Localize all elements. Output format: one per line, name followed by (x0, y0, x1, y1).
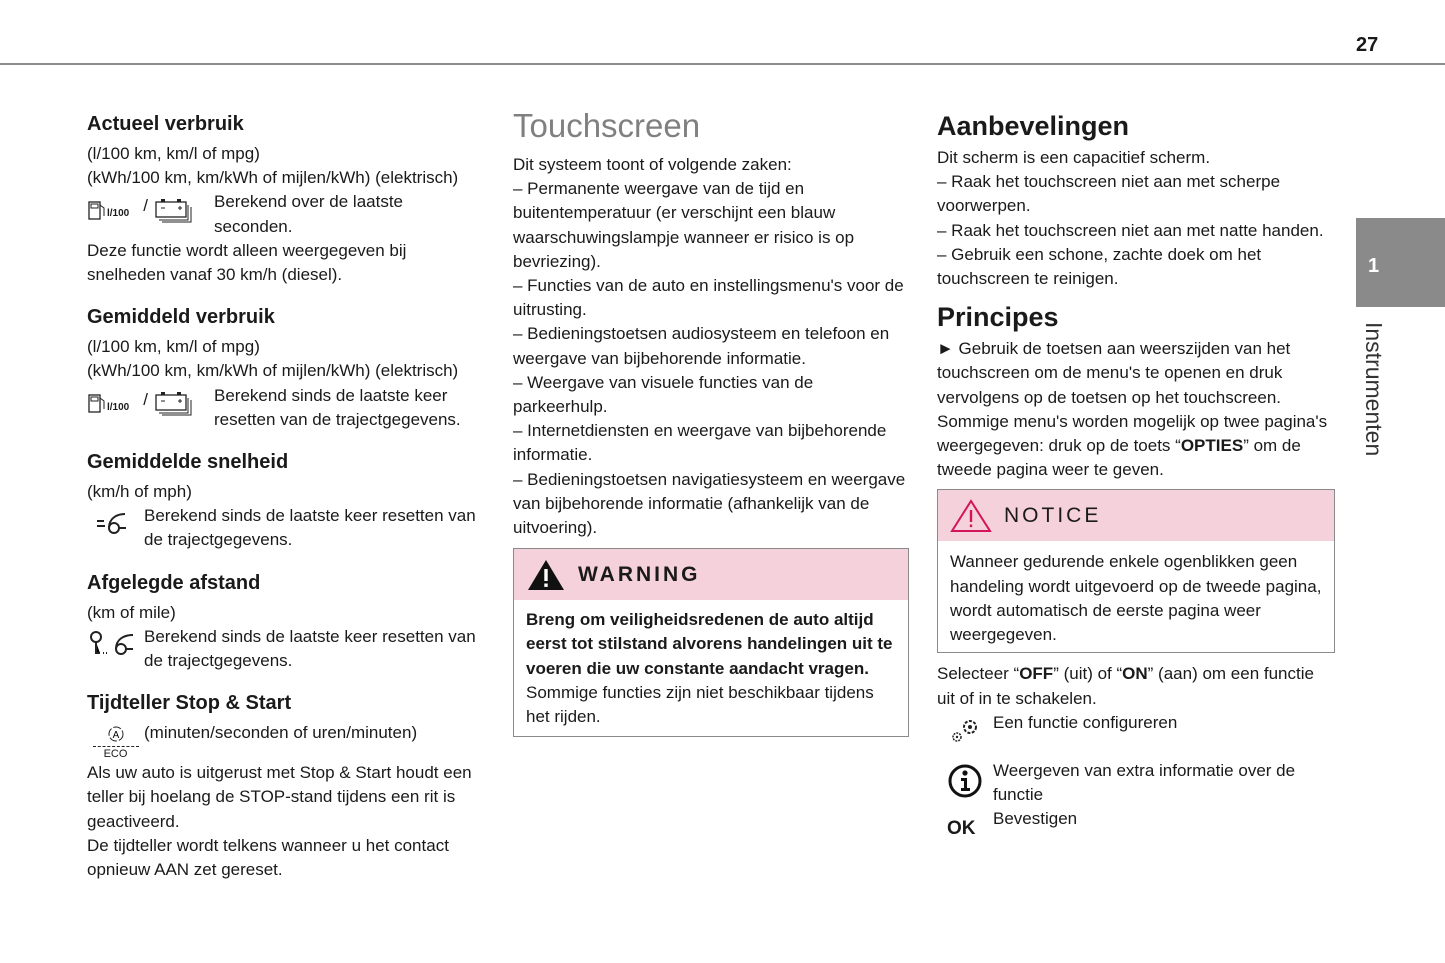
text: ” (uit) of “ (1053, 664, 1123, 684)
units: (kWh/100 km, km/kWh of mijlen/kWh) (elektrisch) (87, 361, 459, 381)
notice-header (938, 490, 1334, 541)
heading: Actueel verbruik (87, 113, 244, 135)
heading: Gemiddelde snelheid (87, 451, 289, 474)
description: Berekend over de laatste seconden. (214, 192, 404, 236)
paragraph: De tijdteller wordt telkens wanneer u het contact opnieuw AAN zet gereset. (87, 835, 449, 880)
function-label: Weergeven van extra informatie over de functie (993, 760, 1296, 805)
heading: Gemiddeld verbruik (87, 306, 275, 329)
list-item: – Bedieningstoetsen audiosysteem en telefoon en weergave van bijbehorende informatie. (513, 324, 890, 368)
icons (87, 384, 214, 420)
section-title: Aanbevelingen (937, 111, 1130, 141)
chapter-label: Instrumenten (1361, 322, 1388, 457)
on-key: ON (1122, 664, 1148, 684)
description: Berekend sinds de laatste keer resetten van de trajectgegevens. (214, 385, 461, 429)
chapter-tab[interactable]: 1 (1356, 218, 1445, 307)
icon-unit: l/100 (107, 401, 130, 413)
warning-text: Sommige functies zijn niet beschikbaar tijdens het rijden. (526, 682, 874, 727)
section-title: Touchscreen (513, 107, 701, 144)
warning-header (514, 549, 908, 600)
battery-icon (154, 197, 194, 223)
text: ” (aan) om een functie uit of in te schakelen. (937, 664, 1314, 708)
page-number: 27 (1356, 34, 1379, 56)
paragraph (937, 410, 1335, 483)
stop-start-icon (87, 721, 144, 761)
off-key: OFF (1019, 664, 1054, 684)
paragraph: ► Gebruik de toetsen aan weerszijden van het touchscreen om de menu's te openen en druk vervolgens op de toetsen op het touchscreen. (937, 339, 1291, 407)
column-2 (513, 108, 909, 737)
notice-label: NOTICE (1004, 503, 1102, 527)
description: Berekend sinds de laatste keer resetten van de trajectgegevens. (144, 626, 476, 671)
average-speed-icon (87, 508, 129, 538)
units: (km of mile) (87, 602, 176, 622)
intro: Dit scherm is een capacitief scherm. (937, 148, 1211, 167)
eco-label: ECO (103, 748, 128, 761)
icons (87, 504, 144, 538)
function-row (937, 711, 1335, 745)
gears-icon (937, 711, 993, 745)
paragraph (937, 662, 1335, 710)
list-item: – Raak het touchscreen niet aan met scherpe voorwerpen. (937, 172, 1281, 216)
function-label: Bevestigen (993, 809, 1078, 829)
column-1 (87, 112, 487, 882)
list-item: – Functies van de auto en instellingsmenu's voor de uitrusting. (513, 276, 904, 320)
info-icon (937, 759, 993, 799)
heading: Afgelegde afstand (87, 571, 261, 594)
warning-label: WARNING (578, 562, 701, 586)
intro: Dit systeem toont of volgende zaken: (513, 155, 792, 174)
text: ” om de tweede pagina weer te geven. (937, 436, 1301, 480)
list-item: – Permanente weergave van de tijd en buitentemperatuur (er verschijnt een blauw waarschuwingslampje wanneer er risico is op bevriezing). (513, 179, 855, 271)
icons (87, 190, 214, 226)
list-item: – Raak het touchscreen niet aan met natte handen. (937, 220, 1324, 240)
list-item: – Bedieningstoetsen navigatiesysteem en weergave van bijbehorende informatie (afhankelijk van de uitvoering). (513, 469, 906, 538)
notice-text: Wanneer gedurende enkele ogenblikken geen handeling wordt uitgevoerd op de tweede pagina, wordt automatisch de eerste pagina weer weergegeven. (950, 552, 1322, 645)
warning-triangle-icon (950, 499, 992, 533)
list-item: – Gebruik een schone, zachte doek om het touchscreen te reinigen. (937, 244, 1262, 289)
touchscreen-list (513, 177, 909, 540)
fuel-pump-icon (87, 392, 107, 414)
units: (l/100 km, km/l of mpg) (87, 144, 260, 163)
warning-box (513, 548, 909, 737)
units: (minuten/seconden of uren/minuten) (144, 723, 418, 743)
slash: / (143, 196, 148, 216)
list-item: – Weergave van visuele functies van de parkeerhulp. (513, 372, 814, 417)
heading: Tijdteller Stop & Start (87, 692, 292, 715)
svg-text:A: A (112, 730, 119, 742)
distance-icon (87, 629, 137, 659)
slash: / (143, 389, 148, 409)
warning-triangle-icon (526, 558, 566, 592)
icon-unit: l/100 (107, 208, 130, 220)
text: Sommige menu's worden mogelijk op twee pagina's weergegeven: druk op de toets “ (937, 411, 1328, 456)
list-item: – Internetdiensten en weergave van bijbehorende informatie. (513, 421, 887, 465)
units: (kWh/100 km, km/kWh of mijlen/kWh) (elektrisch) (87, 168, 459, 188)
notice-box (937, 489, 1335, 653)
description: Berekend sinds de laatste keer resetten van de trajectgegevens. (144, 506, 476, 550)
icons (87, 625, 144, 659)
note: Deze functie wordt alleen weergegeven bij snelheden vanaf 30 km/h (diesel). (87, 240, 407, 285)
warning-bold-text: Breng om veiligheidsredenen de auto altijd eerst tot stilstand alvorens handelingen uit te voeren die uw constante aandacht vragen. (526, 610, 893, 678)
function-label: Een functie configureren (993, 712, 1178, 732)
battery-icon (154, 390, 194, 416)
column-3 (937, 110, 1335, 841)
units: (l/100 km, km/l of mpg) (87, 337, 260, 357)
fuel-pump-icon (87, 199, 107, 221)
function-row (937, 759, 1335, 807)
text: Selecteer “ (937, 664, 1020, 684)
paragraph: Als uw auto is uitgerust met Stop & Start houdt een teller bij hoelang de STOP-stand tijdens een rit is geactiveerd. (87, 763, 472, 831)
section-title: Principes (937, 302, 1059, 333)
options-key: OPTIES (1180, 436, 1244, 456)
ok-icon: OK (947, 818, 976, 840)
units: (km/h of mph) (87, 482, 192, 502)
header-rule (0, 63, 1445, 65)
function-row (937, 807, 1335, 841)
